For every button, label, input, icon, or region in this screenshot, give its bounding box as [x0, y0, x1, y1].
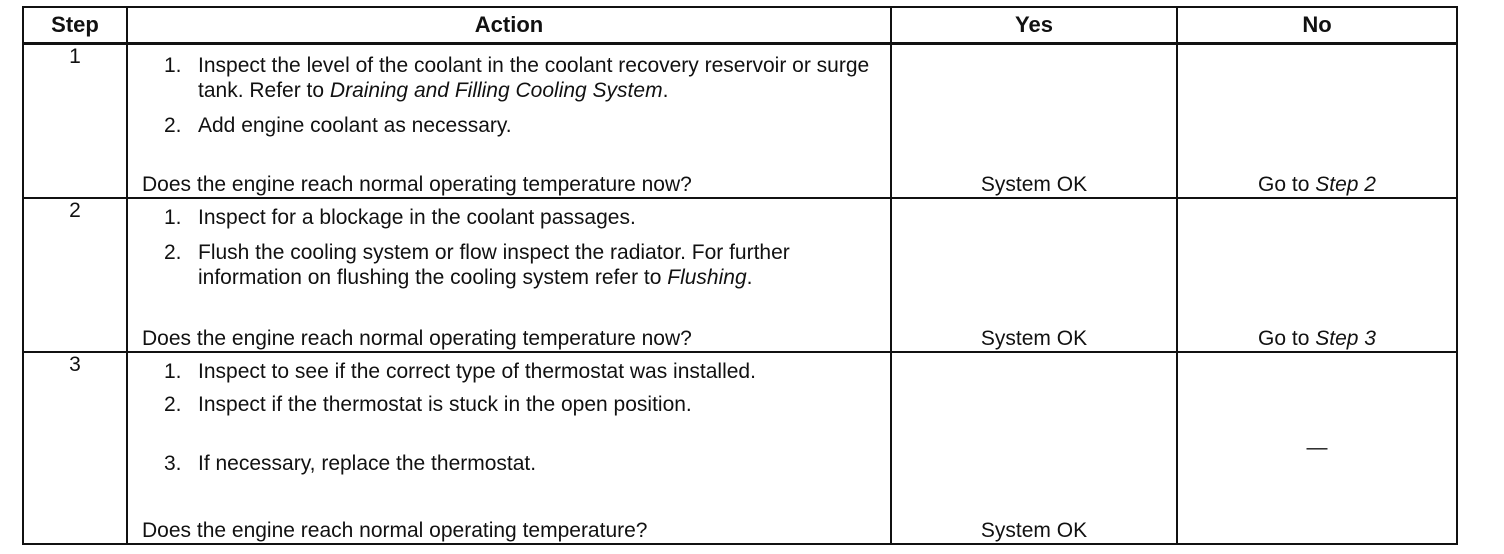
yes-cell: [891, 44, 1177, 199]
action-step-number: 2.: [164, 114, 182, 137]
action-step-text: Flush the cooling system or flow inspect the radiator. For further information on flushing the cooling system refer to: [198, 241, 790, 289]
action-step-text: Inspect if the thermostat is stuck in the open position.: [198, 393, 692, 416]
no-cell: [1177, 44, 1457, 199]
procedure-reference-link[interactable]: Draining and Filling Cooling System: [329, 79, 663, 102]
action-steps-list: [128, 205, 890, 290]
action-step-number: 2.: [164, 393, 182, 416]
action-step: [128, 359, 890, 384]
step-reference-link[interactable]: Step 2: [1315, 173, 1376, 196]
yes-cell: [891, 352, 1177, 544]
step-number: 1: [23, 44, 127, 199]
table-row: [23, 352, 1457, 544]
action-step-number: 1.: [164, 360, 182, 383]
no-result: [1178, 173, 1456, 197]
no-result-prefix: Go to: [1258, 173, 1316, 196]
header-step: Step: [23, 7, 127, 44]
action-step-tail: .: [662, 79, 669, 102]
yes-result: System OK: [980, 173, 1088, 196]
action-step-number: 1.: [164, 54, 182, 77]
action-steps-list: [128, 53, 890, 138]
header-no: No: [1177, 7, 1457, 44]
action-step: [128, 392, 890, 417]
action-step: [128, 205, 890, 230]
header-action: Action: [127, 7, 891, 44]
table-row: [23, 44, 1457, 199]
step-reference-link[interactable]: Step 3: [1315, 327, 1376, 350]
action-step: [128, 451, 890, 476]
no-result: [1178, 327, 1456, 351]
no-result-prefix: Go to: [1258, 327, 1316, 350]
action-step-text: Inspect for a blockage in the coolant passages.: [198, 206, 636, 229]
action-steps-list: [128, 359, 890, 476]
action-step-number: 1.: [164, 206, 182, 229]
diagnostic-question: Does the engine reach normal operating temperature now?: [142, 327, 692, 350]
step-number: 3: [23, 352, 127, 544]
no-cell: [1177, 352, 1457, 544]
action-cell: [127, 352, 891, 544]
action-step-number: 2.: [164, 241, 182, 264]
header-yes: Yes: [891, 7, 1177, 44]
yes-result: System OK: [980, 327, 1088, 350]
action-cell: [127, 198, 891, 352]
action-step-tail: .: [746, 266, 753, 289]
action-step-number: 3.: [164, 452, 182, 475]
action-step-text: Add engine coolant as necessary.: [198, 114, 512, 137]
yes-cell: [891, 198, 1177, 352]
step-number: 2: [23, 198, 127, 352]
yes-result: System OK: [980, 519, 1088, 542]
diagnostic-question: Does the engine reach normal operating temperature?: [142, 519, 648, 542]
action-step: [128, 53, 890, 103]
action-step: [128, 240, 890, 290]
no-cell: [1177, 198, 1457, 352]
action-step-text: Inspect the level of the coolant in the coolant recovery reservoir or surge tank. Refer to: [198, 54, 870, 102]
action-step-text: Inspect to see if the correct type of thermostat was installed.: [198, 360, 756, 383]
no-result-dash: —: [1306, 436, 1328, 459]
procedure-reference-link[interactable]: Flushing: [667, 266, 747, 289]
table-row: [23, 198, 1457, 352]
diagnostic-table: [22, 6, 1458, 545]
diagnostic-question: Does the engine reach normal operating temperature now?: [142, 173, 692, 196]
table-header-row: [23, 7, 1457, 44]
action-step: [128, 113, 890, 138]
action-cell: [127, 44, 891, 199]
action-step-text: If necessary, replace the thermostat.: [198, 452, 537, 475]
